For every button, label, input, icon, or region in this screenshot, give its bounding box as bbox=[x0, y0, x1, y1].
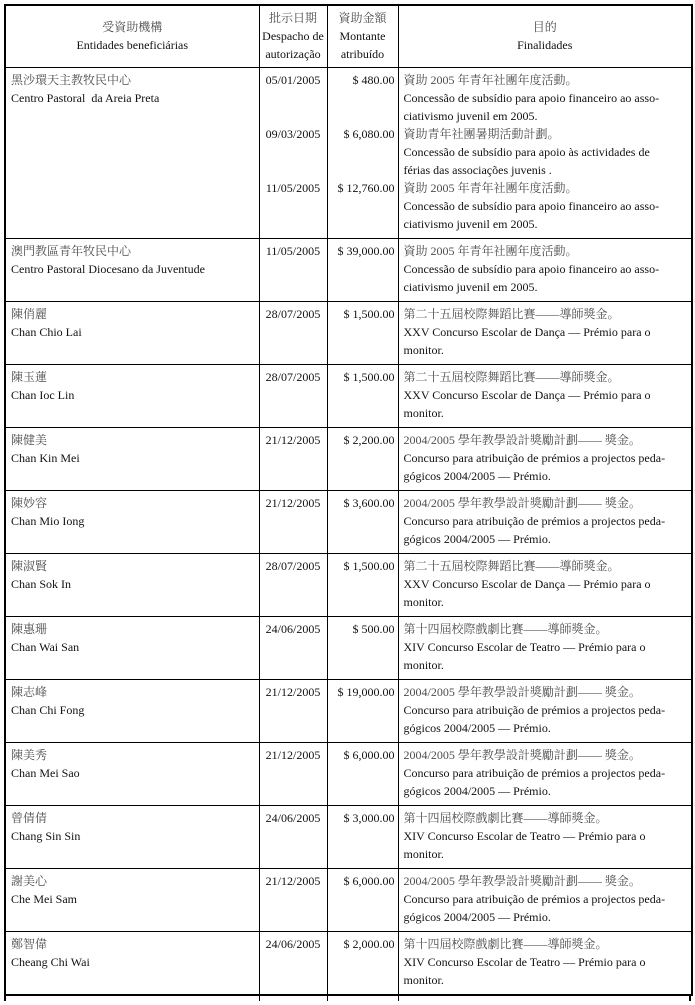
purpose-zh: 2004/2005 學年教學設計獎勵計劃—— 獎金。 bbox=[403, 432, 641, 447]
date-cell bbox=[259, 931, 327, 995]
purpose-cell bbox=[398, 301, 692, 364]
authorization-date: 24/06/2005 bbox=[265, 936, 321, 951]
amount-cell bbox=[327, 679, 398, 742]
header-row bbox=[5, 5, 692, 67]
amount-value: $ 39,000.00 bbox=[337, 243, 395, 258]
purpose-entry bbox=[404, 746, 688, 800]
purpose-entry bbox=[404, 179, 688, 233]
purpose-entry bbox=[404, 557, 688, 611]
date-cell bbox=[259, 67, 327, 238]
amount-cell bbox=[327, 364, 398, 427]
amount-cell bbox=[327, 553, 398, 616]
beneficiary-name-pt: Che Mei Sam bbox=[11, 891, 77, 906]
header-amount bbox=[327, 5, 398, 67]
header-amount-zh: 資助金額 bbox=[338, 11, 387, 26]
header-amount-pt-line2: atribuído bbox=[340, 47, 385, 62]
amount-value: $ 3,000.00 bbox=[343, 810, 395, 825]
purpose-cell bbox=[398, 742, 692, 805]
table-row bbox=[5, 742, 692, 805]
beneficiary-name-zh: 陳淑賢 bbox=[11, 558, 48, 573]
authorization-date: 05/01/2005 bbox=[265, 72, 321, 87]
purpose-entry bbox=[404, 71, 688, 125]
amount-cell bbox=[327, 616, 398, 679]
date-cell bbox=[259, 301, 327, 364]
beneficiary-cell bbox=[5, 238, 259, 301]
beneficiary-cell bbox=[5, 868, 259, 931]
beneficiary-cell bbox=[5, 742, 259, 805]
authorization-date: 21/12/2005 bbox=[265, 873, 321, 888]
beneficiary-name-pt: Chan Chio Lai bbox=[11, 324, 82, 339]
amount-value: $ 480.00 bbox=[352, 72, 395, 87]
beneficiary-cell bbox=[5, 301, 259, 364]
purpose-cell bbox=[398, 868, 692, 931]
purpose-zh: 2004/2005 學年教學設計獎勵計劃—— 獎金。 bbox=[403, 873, 641, 888]
amount-cell bbox=[327, 868, 398, 931]
purpose-cell bbox=[398, 490, 692, 553]
beneficiary-name-zh: 陳健美 bbox=[11, 432, 48, 447]
table-row bbox=[5, 490, 692, 553]
amount-value: $ 2,000.00 bbox=[343, 936, 395, 951]
purpose-zh: 第二十五屆校際舞蹈比賽——導師獎金。 bbox=[403, 306, 620, 321]
authorization-date: 11/05/2005 bbox=[265, 243, 321, 258]
beneficiary-name-pt: Cheang Chi Wai bbox=[11, 954, 90, 969]
purpose-zh: 資助 2005 年青年社團年度活動。 bbox=[403, 180, 578, 195]
header-beneficiary-zh: 受資助機構 bbox=[102, 20, 163, 35]
page-cut-continuation bbox=[4, 996, 691, 1001]
date-cell bbox=[259, 742, 327, 805]
purpose-zh: 2004/2005 學年教學設計獎勵計劃—— 獎金。 bbox=[403, 495, 641, 510]
purpose-cell bbox=[398, 238, 692, 301]
authorization-date: 09/03/2005 bbox=[265, 126, 321, 141]
beneficiary-cell bbox=[5, 616, 259, 679]
amount-cell bbox=[327, 238, 398, 301]
purpose-pt-line: gógicos 2004/2005 — Prémio. bbox=[403, 783, 551, 798]
purpose-cell bbox=[398, 67, 692, 238]
date-cell bbox=[259, 805, 327, 868]
beneficiary-cell bbox=[5, 490, 259, 553]
beneficiary-cell bbox=[5, 679, 259, 742]
beneficiary-name-pt: Chan Mio Iong bbox=[11, 513, 85, 528]
table-row bbox=[5, 679, 692, 742]
amount-value: $ 3,600.00 bbox=[343, 495, 395, 510]
purpose-pt-line: monitor. bbox=[403, 657, 444, 672]
table-row bbox=[5, 364, 692, 427]
header-amount-pt-line1: Montante bbox=[339, 29, 386, 44]
purpose-pt-line: XXV Concurso Escolar de Dança — Prémio para o bbox=[403, 324, 651, 339]
authorization-date: 11/05/2005 bbox=[265, 180, 321, 195]
purpose-pt-line: ciativismo juvenil em 2005. bbox=[403, 216, 538, 231]
purpose-pt-line: XIV Concurso Escolar de Teatro — Prémio para o bbox=[403, 954, 646, 969]
purpose-cell bbox=[398, 427, 692, 490]
purpose-entry bbox=[404, 305, 688, 359]
beneficiary-name-pt: Centro Pastoral da Areia Preta bbox=[11, 90, 160, 105]
purpose-zh: 2004/2005 學年教學設計獎勵計劃—— 獎金。 bbox=[403, 747, 641, 762]
purpose-entry bbox=[404, 431, 688, 485]
purpose-pt-line: gógicos 2004/2005 — Prémio. bbox=[403, 720, 551, 735]
purpose-pt-line: Concurso para atribuição de prémios a projectos peda- bbox=[403, 765, 666, 780]
header-purpose bbox=[398, 5, 692, 67]
purpose-entry bbox=[404, 494, 688, 548]
header-purpose-zh: 目的 bbox=[532, 20, 557, 35]
beneficiary-cell bbox=[5, 931, 259, 995]
purpose-cell bbox=[398, 931, 692, 995]
purpose-entry bbox=[404, 809, 688, 863]
purpose-zh: 2004/2005 學年教學設計獎勵計劃—— 獎金。 bbox=[403, 684, 641, 699]
purpose-zh: 第二十五屆校際舞蹈比賽——導師獎金。 bbox=[403, 369, 620, 384]
purpose-entry bbox=[404, 368, 688, 422]
beneficiary-name-zh: 陳玉蓮 bbox=[11, 369, 48, 384]
authorization-date: 21/12/2005 bbox=[265, 684, 321, 699]
purpose-zh: 第十四屆校際戲劇比賽——導師獎金。 bbox=[403, 936, 608, 951]
header-date-zh: 批示日期 bbox=[268, 11, 317, 26]
header-date bbox=[259, 5, 327, 67]
table-right-border-rule bbox=[689, 996, 691, 1001]
beneficiary-name-zh: 陳美秀 bbox=[11, 747, 48, 762]
purpose-pt-line: monitor. bbox=[403, 972, 444, 987]
beneficiary-cell bbox=[5, 427, 259, 490]
amount-value: $ 1,500.00 bbox=[343, 306, 395, 321]
amount-cell bbox=[327, 805, 398, 868]
beneficiary-name-pt: Chan Wai San bbox=[11, 639, 80, 654]
beneficiary-cell bbox=[5, 553, 259, 616]
table-header bbox=[5, 5, 692, 67]
table-row bbox=[5, 67, 692, 238]
purpose-pt-line: Concessão de subsídio para apoio financeiro ao asso- bbox=[403, 90, 660, 105]
authorization-date: 21/12/2005 bbox=[265, 747, 321, 762]
purpose-pt-line: monitor. bbox=[403, 342, 444, 357]
purpose-pt-line: monitor. bbox=[403, 594, 444, 609]
beneficiary-name-zh: 陳志峰 bbox=[11, 684, 48, 699]
date-cell bbox=[259, 238, 327, 301]
purpose-pt-line: férias das associações juvenis . bbox=[403, 162, 552, 177]
amount-cell bbox=[327, 742, 398, 805]
purpose-pt-line: ciativismo juvenil em 2005. bbox=[403, 108, 538, 123]
beneficiary-cell bbox=[5, 805, 259, 868]
beneficiary-name-zh: 黑沙環天主教牧民中心 bbox=[11, 72, 132, 87]
purpose-zh: 資助 2005 年青年社團年度活動。 bbox=[403, 72, 578, 87]
purpose-pt-line: Concessão de subsídio para apoio às actividades de bbox=[403, 144, 650, 159]
date-cell bbox=[259, 868, 327, 931]
purpose-pt-line: Concurso para atribuição de prémios a projectos peda- bbox=[403, 450, 666, 465]
amount-value: $ 19,000.00 bbox=[337, 684, 395, 699]
table-row bbox=[5, 931, 692, 995]
purpose-entry bbox=[404, 242, 688, 296]
table-row bbox=[5, 238, 692, 301]
amount-value: $ 1,500.00 bbox=[343, 369, 395, 384]
purpose-pt-line: Concessão de subsídio para apoio financeiro ao asso- bbox=[403, 198, 660, 213]
purpose-zh: 資助青年社團暑期活動計劃。 bbox=[403, 126, 560, 141]
purpose-zh: 第十四屆校際戲劇比賽——導師獎金。 bbox=[403, 810, 608, 825]
amount-value: $ 500.00 bbox=[352, 621, 395, 636]
column-divider-rule bbox=[398, 996, 399, 1001]
beneficiary-name-zh: 陳妙容 bbox=[11, 495, 48, 510]
date-cell bbox=[259, 364, 327, 427]
purpose-entry bbox=[404, 872, 688, 926]
authorization-date: 24/06/2005 bbox=[265, 621, 321, 636]
purpose-entry bbox=[404, 935, 688, 989]
purpose-pt-line: gógicos 2004/2005 — Prémio. bbox=[403, 909, 551, 924]
authorization-date: 21/12/2005 bbox=[265, 432, 321, 447]
date-cell bbox=[259, 490, 327, 553]
header-beneficiary-pt: Entidades beneficiárias bbox=[76, 38, 189, 53]
amount-value: $ 6,000.00 bbox=[343, 747, 395, 762]
beneficiary-name-pt: Chan Mei Sao bbox=[11, 765, 80, 780]
purpose-cell bbox=[398, 364, 692, 427]
beneficiary-name-zh: 鄭智偉 bbox=[11, 936, 48, 951]
beneficiary-name-zh: 謝美心 bbox=[11, 873, 48, 888]
beneficiary-name-pt: Chan Kin Mei bbox=[11, 450, 80, 465]
amount-value: $ 6,080.00 bbox=[343, 126, 395, 141]
purpose-pt-line: XXV Concurso Escolar de Dança — Prémio para o bbox=[403, 387, 651, 402]
purpose-pt-line: monitor. bbox=[403, 846, 444, 861]
date-cell bbox=[259, 553, 327, 616]
header-beneficiary bbox=[5, 5, 259, 67]
purpose-entry bbox=[404, 620, 688, 674]
table-body bbox=[5, 67, 692, 995]
amount-value: $ 6,000.00 bbox=[343, 873, 395, 888]
purpose-zh: 第十四屆校際戲劇比賽——導師獎金。 bbox=[403, 621, 608, 636]
beneficiary-name-pt: Chan Sok In bbox=[11, 576, 71, 591]
authorization-date: 28/07/2005 bbox=[265, 306, 321, 321]
authorization-date: 28/07/2005 bbox=[265, 558, 321, 573]
table-row bbox=[5, 805, 692, 868]
beneficiary-name-pt: Chan Chi Fong bbox=[11, 702, 85, 717]
purpose-cell bbox=[398, 553, 692, 616]
column-divider-rule bbox=[259, 996, 260, 1001]
purpose-pt-line: Concurso para atribuição de prémios a projectos peda- bbox=[403, 513, 666, 528]
purpose-cell bbox=[398, 679, 692, 742]
table-row bbox=[5, 553, 692, 616]
subsidy-table bbox=[4, 4, 693, 996]
header-date-pt-line1: Despacho de bbox=[262, 29, 324, 44]
table-row bbox=[5, 616, 692, 679]
amount-cell bbox=[327, 67, 398, 238]
purpose-pt-line: Concurso para atribuição de prémios a projectos peda- bbox=[403, 891, 666, 906]
authorization-date: 28/07/2005 bbox=[265, 369, 321, 384]
purpose-pt-line: ciativismo juvenil em 2005. bbox=[403, 279, 538, 294]
amount-cell bbox=[327, 931, 398, 995]
purpose-zh: 資助 2005 年青年社團年度活動。 bbox=[403, 243, 578, 258]
column-divider-rule bbox=[327, 996, 328, 1001]
amount-value: $ 2,200.00 bbox=[343, 432, 395, 447]
purpose-zh: 第二十五屆校際舞蹈比賽——導師獎金。 bbox=[403, 558, 620, 573]
beneficiary-name-pt: Chan Ioc Lin bbox=[11, 387, 75, 402]
table-left-border-rule bbox=[4, 996, 6, 1001]
purpose-pt-line: XXV Concurso Escolar de Dança — Prémio para o bbox=[403, 576, 651, 591]
header-purpose-pt: Finalidades bbox=[517, 38, 573, 53]
table-row bbox=[5, 301, 692, 364]
beneficiary-name-zh: 澳門教區青年牧民中心 bbox=[11, 243, 132, 258]
beneficiary-name-pt: Centro Pastoral Diocesano da Juventude bbox=[11, 261, 205, 276]
date-cell bbox=[259, 679, 327, 742]
purpose-cell bbox=[398, 805, 692, 868]
authorization-date: 21/12/2005 bbox=[265, 495, 321, 510]
beneficiary-cell bbox=[5, 67, 259, 238]
beneficiary-cell bbox=[5, 364, 259, 427]
table-row bbox=[5, 868, 692, 931]
beneficiary-name-zh: 曾倩倩 bbox=[11, 810, 48, 825]
beneficiary-name-pt: Chang Sin Sin bbox=[11, 828, 81, 843]
purpose-entry bbox=[404, 125, 688, 179]
header-date-pt-line2: autorização bbox=[265, 47, 321, 62]
purpose-pt-line: gógicos 2004/2005 — Prémio. bbox=[403, 531, 551, 546]
purpose-pt-line: gógicos 2004/2005 — Prémio. bbox=[403, 468, 551, 483]
amount-cell bbox=[327, 490, 398, 553]
date-cell bbox=[259, 616, 327, 679]
purpose-entry bbox=[404, 683, 688, 737]
table-row bbox=[5, 427, 692, 490]
purpose-pt-line: XIV Concurso Escolar de Teatro — Prémio para o bbox=[403, 828, 646, 843]
beneficiary-name-zh: 陳俏麗 bbox=[11, 306, 48, 321]
purpose-pt-line: Concurso para atribuição de prémios a projectos peda- bbox=[403, 702, 666, 717]
amount-cell bbox=[327, 427, 398, 490]
purpose-pt-line: Concessão de subsídio para apoio financeiro ao asso- bbox=[403, 261, 660, 276]
purpose-pt-line: XIV Concurso Escolar de Teatro — Prémio para o bbox=[403, 639, 646, 654]
amount-value: $ 12,760.00 bbox=[337, 180, 395, 195]
amount-cell bbox=[327, 301, 398, 364]
purpose-cell bbox=[398, 616, 692, 679]
amount-value: $ 1,500.00 bbox=[343, 558, 395, 573]
purpose-pt-line: monitor. bbox=[403, 405, 444, 420]
beneficiary-name-zh: 陳惠珊 bbox=[11, 621, 48, 636]
date-cell bbox=[259, 427, 327, 490]
authorization-date: 24/06/2005 bbox=[265, 810, 321, 825]
